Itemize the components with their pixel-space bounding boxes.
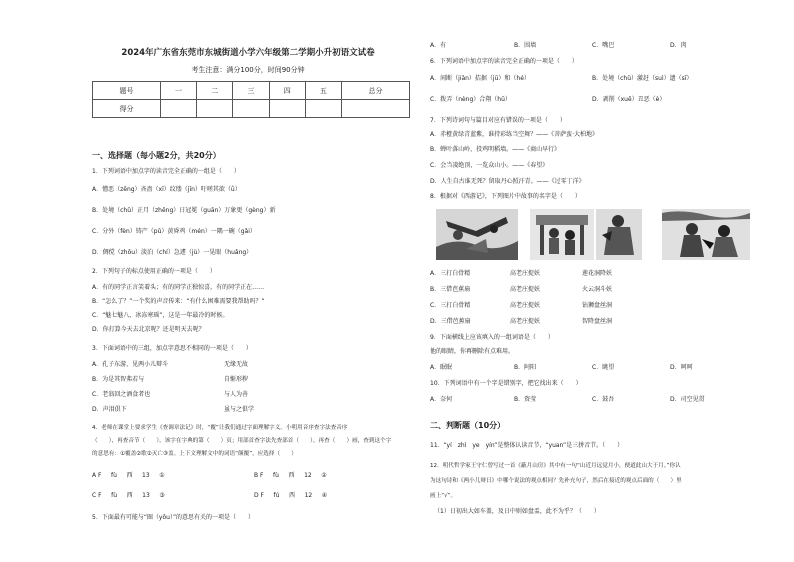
score-cell[interactable] — [160, 100, 196, 118]
q3-option-c-word: 与人为善 — [224, 391, 249, 398]
score-table-header-row — [93, 82, 410, 100]
q4-line3: 的意思有：①覆盖②歌②灭亡③盖。上下文理解文中的词语“颠覆”，应选择（ ） — [92, 451, 297, 457]
q8-option-d-3: 智降盘丝洞 — [582, 318, 613, 325]
q4-d-letter: D F — [254, 492, 264, 499]
q1-option-b: B．处境（chǔ）正月（zhēng）日冠冕（guān）万象更（gèng）新 — [92, 207, 276, 214]
q1-option-a: A．憎恶（zēng）吝啬（xī）纹缕（jīn）吁嗟其欲（ǜ） — [92, 186, 241, 193]
q4-a-radical: 西 — [126, 472, 133, 479]
q4-c-radical: 西 — [126, 492, 133, 499]
q4-stem: 4．老师在课堂上要求学生《查调章法记》时，“覆”让我们通过字面理解字义。小明用音序查字法查音序 — [92, 425, 348, 431]
section-1-heading: 一、选择题（每小题2分，共20分） — [92, 151, 221, 160]
q10-option-a: A．奈何 — [430, 396, 453, 403]
exam-note: 考生注意：满分100分，时间90分钟 — [191, 66, 305, 74]
q4-a-pinyin: fù — [111, 472, 117, 479]
q5-option-a: A．有 — [430, 42, 447, 49]
q7-stem: 7．下列诗词句与篇目对应有错误的一项是（ ） — [430, 117, 566, 124]
q4-d-meaning: ④ — [321, 492, 328, 499]
q12-item-1: （1）日初出大如车盖，及日中则如盘盂，此不为乎？（ ） — [434, 508, 600, 515]
q8-option-c-1: C．三打白骨精 — [430, 302, 471, 309]
q4-d-pinyin: fú — [273, 492, 280, 499]
q5-option-b: B．围墙 — [514, 42, 537, 49]
q4-c-strokes: 13 — [142, 492, 150, 499]
q8-stem: 8．根据对《西游记》，下列图片中故事的名字是（ ） — [430, 193, 581, 200]
q2-stem: 2．下列句子的标点使用正确的一项是（ ） — [92, 268, 216, 275]
q6-option-c: C．拨弄（nèng）合翔（hū） — [430, 96, 511, 103]
score-table — [92, 81, 410, 118]
q8-option-d-2: 高老庄捉妖 — [510, 318, 541, 325]
q12-line2: 为这句诗和《两小儿辩日》中哪个说法的观点相同？先补充句子，然后在接近的观点后面的（ ）里 — [430, 478, 682, 484]
q8-option-c-3: 钻狮盘丝洞 — [582, 302, 613, 309]
q8-option-d-1: D．三借芭蕉扇 — [430, 318, 471, 325]
q6-stem: 6．下列词语中加点字的读音完全正确的一项是（ ） — [430, 58, 578, 65]
q8-option-b-1: B．三借芭蕉扇 — [430, 286, 471, 293]
score-header-cell: 三 — [233, 82, 269, 100]
score-row-label: 得分 — [93, 100, 161, 118]
q7-option-d: D．人生自古谁无死？留取丹心照汗青。——《过零丁洋》 — [430, 178, 585, 185]
q4-a-strokes: 13 — [142, 472, 150, 479]
q8-option-c-2: 高老庄捉妖 — [510, 302, 541, 309]
q8-option-b-3: 火云洞斗妖 — [582, 286, 613, 293]
q4-line2: （ ），再查音节（ ），该字在字典的第（ ）页；用部首查字法先查部首（ ），再查（ ）画，查到这个字 — [92, 438, 392, 444]
q1-option-c: C．分外（fèn）铸产（pǔ）黄昏鸡（mén）一隅一碗（gǎi） — [92, 228, 256, 235]
q4-a-meaning: ① — [159, 472, 165, 479]
exam-title: 2024年广东省东莞市东城街道小学六年级第二学期小升初语文试卷 — [121, 48, 375, 58]
q9-stem: 9．下面横线上应该填入的一组词语是（ ） — [430, 334, 554, 341]
score-header-cell: 题号 — [93, 82, 161, 100]
q4-d-radical: 西 — [289, 492, 296, 499]
q2-option-a: A．有的同学正言笑着头；有的同学正独惊喜，有的同学正在…… — [92, 284, 265, 291]
q9-option-b: B．阿阳 — [514, 364, 537, 371]
q8-option-a-1: A．三打白骨精 — [430, 270, 471, 277]
q6-option-a: A．间断（jiān）拮据（jū）和（hé） — [430, 75, 530, 82]
q4-c-letter: C F — [92, 492, 102, 499]
score-cell[interactable] — [305, 100, 341, 118]
q3-option-b-word: 自惭形秽 — [224, 376, 249, 383]
q4-option-c — [92, 492, 165, 500]
q3-stem: 3．下面词语中的三组，加点字意思不相同的一项是（ ） — [92, 345, 252, 352]
q5-option-c: C．嘴巴 — [592, 42, 615, 49]
q2-option-d: D．你打算今天去北京呢？还是明天去呢？ — [92, 326, 205, 333]
q9-option-d: D．呵呵 — [670, 364, 693, 371]
section-2-heading: 二、判断题（10分） — [430, 421, 506, 430]
score-header-cell: 一 — [160, 82, 196, 100]
score-cell[interactable] — [269, 100, 305, 118]
q1-option-d: D．倜傥（zhōu）淡泊（chí）急遽（jù）一晃眼（huǎng） — [92, 249, 253, 256]
q3-option-b: B．为是其智弗若与 — [92, 376, 145, 383]
q4-a-letter: A F — [92, 472, 102, 479]
q7-option-a: A．赤橙黄绿青蓝紫，谁持彩练当空舞？——《菩萨蛮·大柏地》 — [430, 131, 599, 138]
score-header-cell: 总分 — [342, 82, 410, 100]
q4-b-pinyin: fù — [273, 472, 279, 479]
score-header-cell: 五 — [305, 82, 341, 100]
score-header-cell: 四 — [269, 82, 305, 100]
score-table-score-row — [93, 100, 410, 118]
q7-option-c: C．会当凌绝顶，一览众山小。——《春望》 — [430, 162, 549, 169]
q5-stem: 5．下面最有可能与“圈（yōu）”的意思有关的一项是（ ） — [92, 514, 255, 521]
q6-option-b: B．处境（chǔ）激赶（suì）遗（sī） — [592, 75, 693, 82]
q4-c-pinyin: fù — [111, 492, 118, 499]
q8-option-a-3: 莲花洞降妖 — [582, 270, 613, 277]
q10-option-c: C．鼓吾 — [592, 396, 615, 403]
score-header-cell: 二 — [197, 82, 233, 100]
q10-option-d: D．司空见贯 — [670, 396, 705, 403]
q8-option-b-2: 高老庄捉妖 — [510, 286, 541, 293]
q4-option-d — [254, 492, 327, 500]
q3-option-c: C．老翁回之酒食者也 — [92, 391, 151, 398]
q3-option-d-word: 虽与之俱学 — [224, 406, 255, 413]
q6-option-d: D．剥削（xuē）丑恶（è） — [592, 96, 666, 103]
q12-line3: 画上“√”。 — [430, 493, 457, 499]
q4-b-strokes: 12 — [304, 472, 312, 479]
q5-option-d: D．肉 — [670, 42, 687, 49]
q3-option-a-word: 无缘无故 — [224, 361, 249, 368]
q10-stem: 10．下列词语中有一个字是错别字，把它找出来（ ） — [430, 380, 582, 387]
q11-text: 11．“yí zhì ye yín”是整体认读音节，“yuan”是三拼音节。（ ） — [430, 442, 624, 449]
score-cell[interactable] — [342, 100, 410, 118]
q4-c-meaning: ③ — [159, 492, 165, 499]
q9-option-c: C．眺望 — [592, 364, 615, 371]
score-cell[interactable] — [197, 100, 233, 118]
q4-option-a — [92, 472, 165, 480]
q3-option-d: D．声泪俱下 — [92, 406, 127, 413]
q9-sentence: 他的眼睛，你再删除有点难用。 — [430, 348, 515, 355]
illustration-2 — [530, 209, 594, 260]
q12-line1: 12．明代哲学家王守仁曾写过一首《蔽月山房》其中有一句“山近月远觉月小，便道此山大于月。”你认 — [430, 463, 681, 469]
q8-option-a-2: 高老庄捉妖 — [510, 270, 541, 277]
q4-b-radical: 西 — [288, 472, 295, 479]
q7-option-b: B．蝉叶落山岭，投鸡明稻墙。——《商山早行》 — [430, 146, 561, 153]
illustration-4 — [662, 209, 750, 260]
illustration-3 — [596, 209, 642, 260]
q1-stem: 1．下列词语中加点字的读音完全正确的一组是（ ） — [92, 168, 240, 175]
q4-b-meaning: ② — [321, 472, 327, 479]
q4-b-letter: B F — [254, 472, 264, 479]
q2-option-b: B．“怎么了？”一个奖的声音传来：“有什么困难需要我帮助吗？” — [92, 298, 265, 305]
q4-d-strokes: 12 — [304, 492, 313, 499]
q2-option-c: C．“魅七魅八，冰冻寒瑶”，这是一年最冷的时候。 — [92, 312, 229, 319]
score-cell[interactable] — [233, 100, 269, 118]
q10-option-b: B．资莹 — [514, 396, 537, 403]
illustration-1 — [436, 209, 518, 260]
q3-option-a: A．孔子东游，见两小儿辩斗 — [92, 361, 169, 368]
q4-option-b — [254, 472, 327, 480]
q9-option-a: A．眠眠 — [430, 364, 453, 371]
